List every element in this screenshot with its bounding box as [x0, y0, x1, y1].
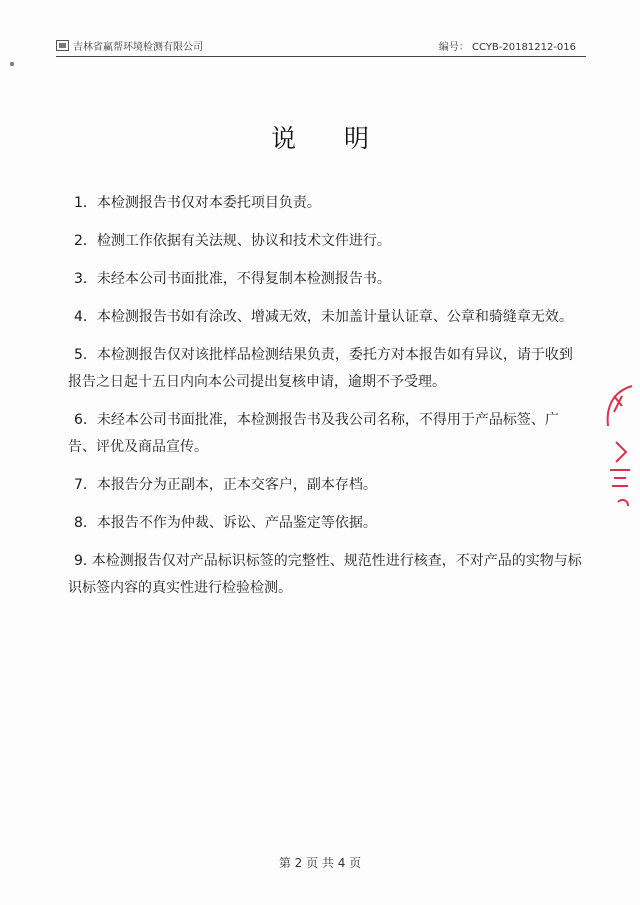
- note-item-3: 3．未经本公司书面批准，不得复制本检测报告书。: [74, 271, 391, 287]
- company-name: 吉林省赢帮环境检测有限公司: [73, 42, 203, 53]
- note-item-8: 8．本报告不作为仲裁、诉讼、产品鉴定等依据。: [74, 515, 377, 531]
- note-item-9: 9. 本检测报告仅对产品标识标签的完整性、规范性进行核查，不对产品的实物与标识标签内容的真实性进行检验检测。: [68, 553, 582, 596]
- note-item-6: 6．未经本公司书面批准，本检测报告书及我公司名称，不得用于产品标签、广告、评优及商品宣传。: [68, 412, 559, 455]
- company-block: [56, 38, 203, 53]
- note-item-5: 5．本检测报告仅对该批样品检测结果负责，委托方对本报告如有异议，请于收到报告之日起十五日内向本公司提出复核申请，逾期不予受理。: [68, 347, 573, 390]
- seal-stamp-fragment: [592, 378, 640, 528]
- margin-mark: [10, 62, 14, 66]
- page-header: [56, 38, 576, 58]
- note-item-2: 2．检测工作依据有关法规、协议和技术文件进行。: [74, 233, 391, 249]
- note-item-7: 7．本报告分为正副本，正本交客户，副本存档。: [74, 477, 377, 493]
- note-item-1: 1．本检测报告书仅对本委托项目负责。: [74, 195, 321, 211]
- notes-list: [68, 190, 583, 613]
- header-rule: [56, 56, 586, 57]
- company-logo-icon: [56, 40, 69, 51]
- page-title: 说明: [270, 124, 417, 153]
- document-number: 编号： CCYB-20181212-016: [438, 42, 576, 53]
- page-number: 第 2 页 共 4 页: [278, 856, 362, 870]
- note-item-4: 4．本检测报告书如有涂改、增减无效，未加盖计量认证章、公章和骑缝章无效。: [74, 309, 573, 325]
